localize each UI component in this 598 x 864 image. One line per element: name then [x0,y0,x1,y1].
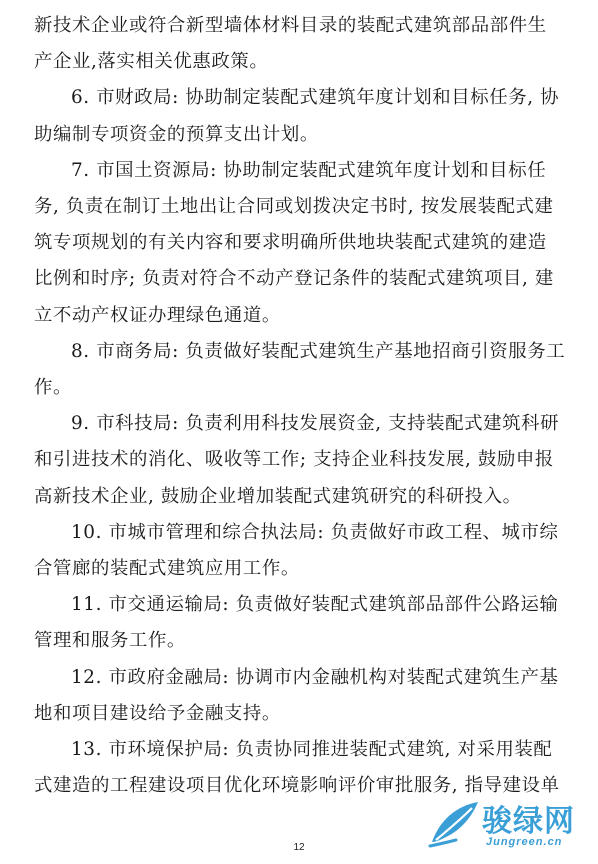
text-line: 9. 市科技局: 负责利用科技发展资金, 支持装配式建筑科研 [71,413,560,435]
text-line: 管理和服务工作。 [34,630,186,652]
page-number: 12 [293,842,305,853]
leaf-logo-icon [426,796,484,852]
text-line: 11. 市交通运输局: 负责做好装配式建筑部品部件公路运输 [71,594,559,616]
text-line: 6. 市财政局: 协助制定装配式建筑年度计划和目标任务, 协 [71,87,560,109]
watermark [426,794,586,858]
text-line: 地和项目建设给予金融支持。 [34,702,281,724]
text-line: 高新技术企业, 鼓励企业增加装配式建筑研究的科研投入。 [34,485,522,507]
text-line: 8. 市商务局: 负责做好装配式建筑生产基地招商引资服务工 [71,340,566,362]
paragraph-p0 [34,8,576,80]
watermark-text: 骏绿网 [482,804,575,839]
text-line: 合管廊的装配式建筑应用工作。 [34,558,300,580]
paragraph-p9 [34,406,576,515]
text-line: 作。 [34,377,72,399]
paragraph-p11 [34,587,576,659]
watermark-subtext: Jungreen.cn [486,836,563,848]
text-line: 13. 市环境保护局: 负责协同推进装配式建筑, 对采用装配 [71,739,553,761]
text-line: 筑专项规划的有关内容和要求明确所供地块装配式建筑的建造 [34,232,547,254]
text-line: 12. 市政府金融局: 协调市内金融机构对装配式建筑生产基 [71,666,559,688]
text-line: 助编制专项资金的预算支出计划。 [34,123,319,145]
text-line: 产企业,落实相关优惠政策。 [34,51,269,73]
paragraph-p8 [34,334,576,406]
text-line: 新技术企业或符合新型墙体材料目录的装配式建筑部品部件生 [34,15,547,36]
text-line: 比例和时序; 负责对符合不动产登记条件的装配式建筑项目, 建 [34,268,554,290]
paragraph-p10 [34,515,576,587]
text-line: 10. 市城市管理和综合执法局: 负责做好市政工程、城市综 [71,521,559,543]
text-line: 立不动产权证办理绿色通道。 [34,304,281,326]
document-body [34,8,576,804]
paragraph-p6 [34,80,576,152]
paragraph-p12 [34,660,576,732]
text-line: 务, 负责在制订土地出让合同或划拨决定书时, 按发展装配式建 [34,196,554,218]
text-line: 和引进技术的消化、吸收等工作; 支持企业科技发展, 鼓励申报 [34,449,554,471]
text-line: 式建造的工程建设项目优化环境影响评价审批服务, 指导建设单 [34,775,560,797]
paragraph-p7 [34,153,576,334]
text-line: 7. 市国土资源局: 协助制定装配式建筑年度计划和目标任 [71,159,547,181]
